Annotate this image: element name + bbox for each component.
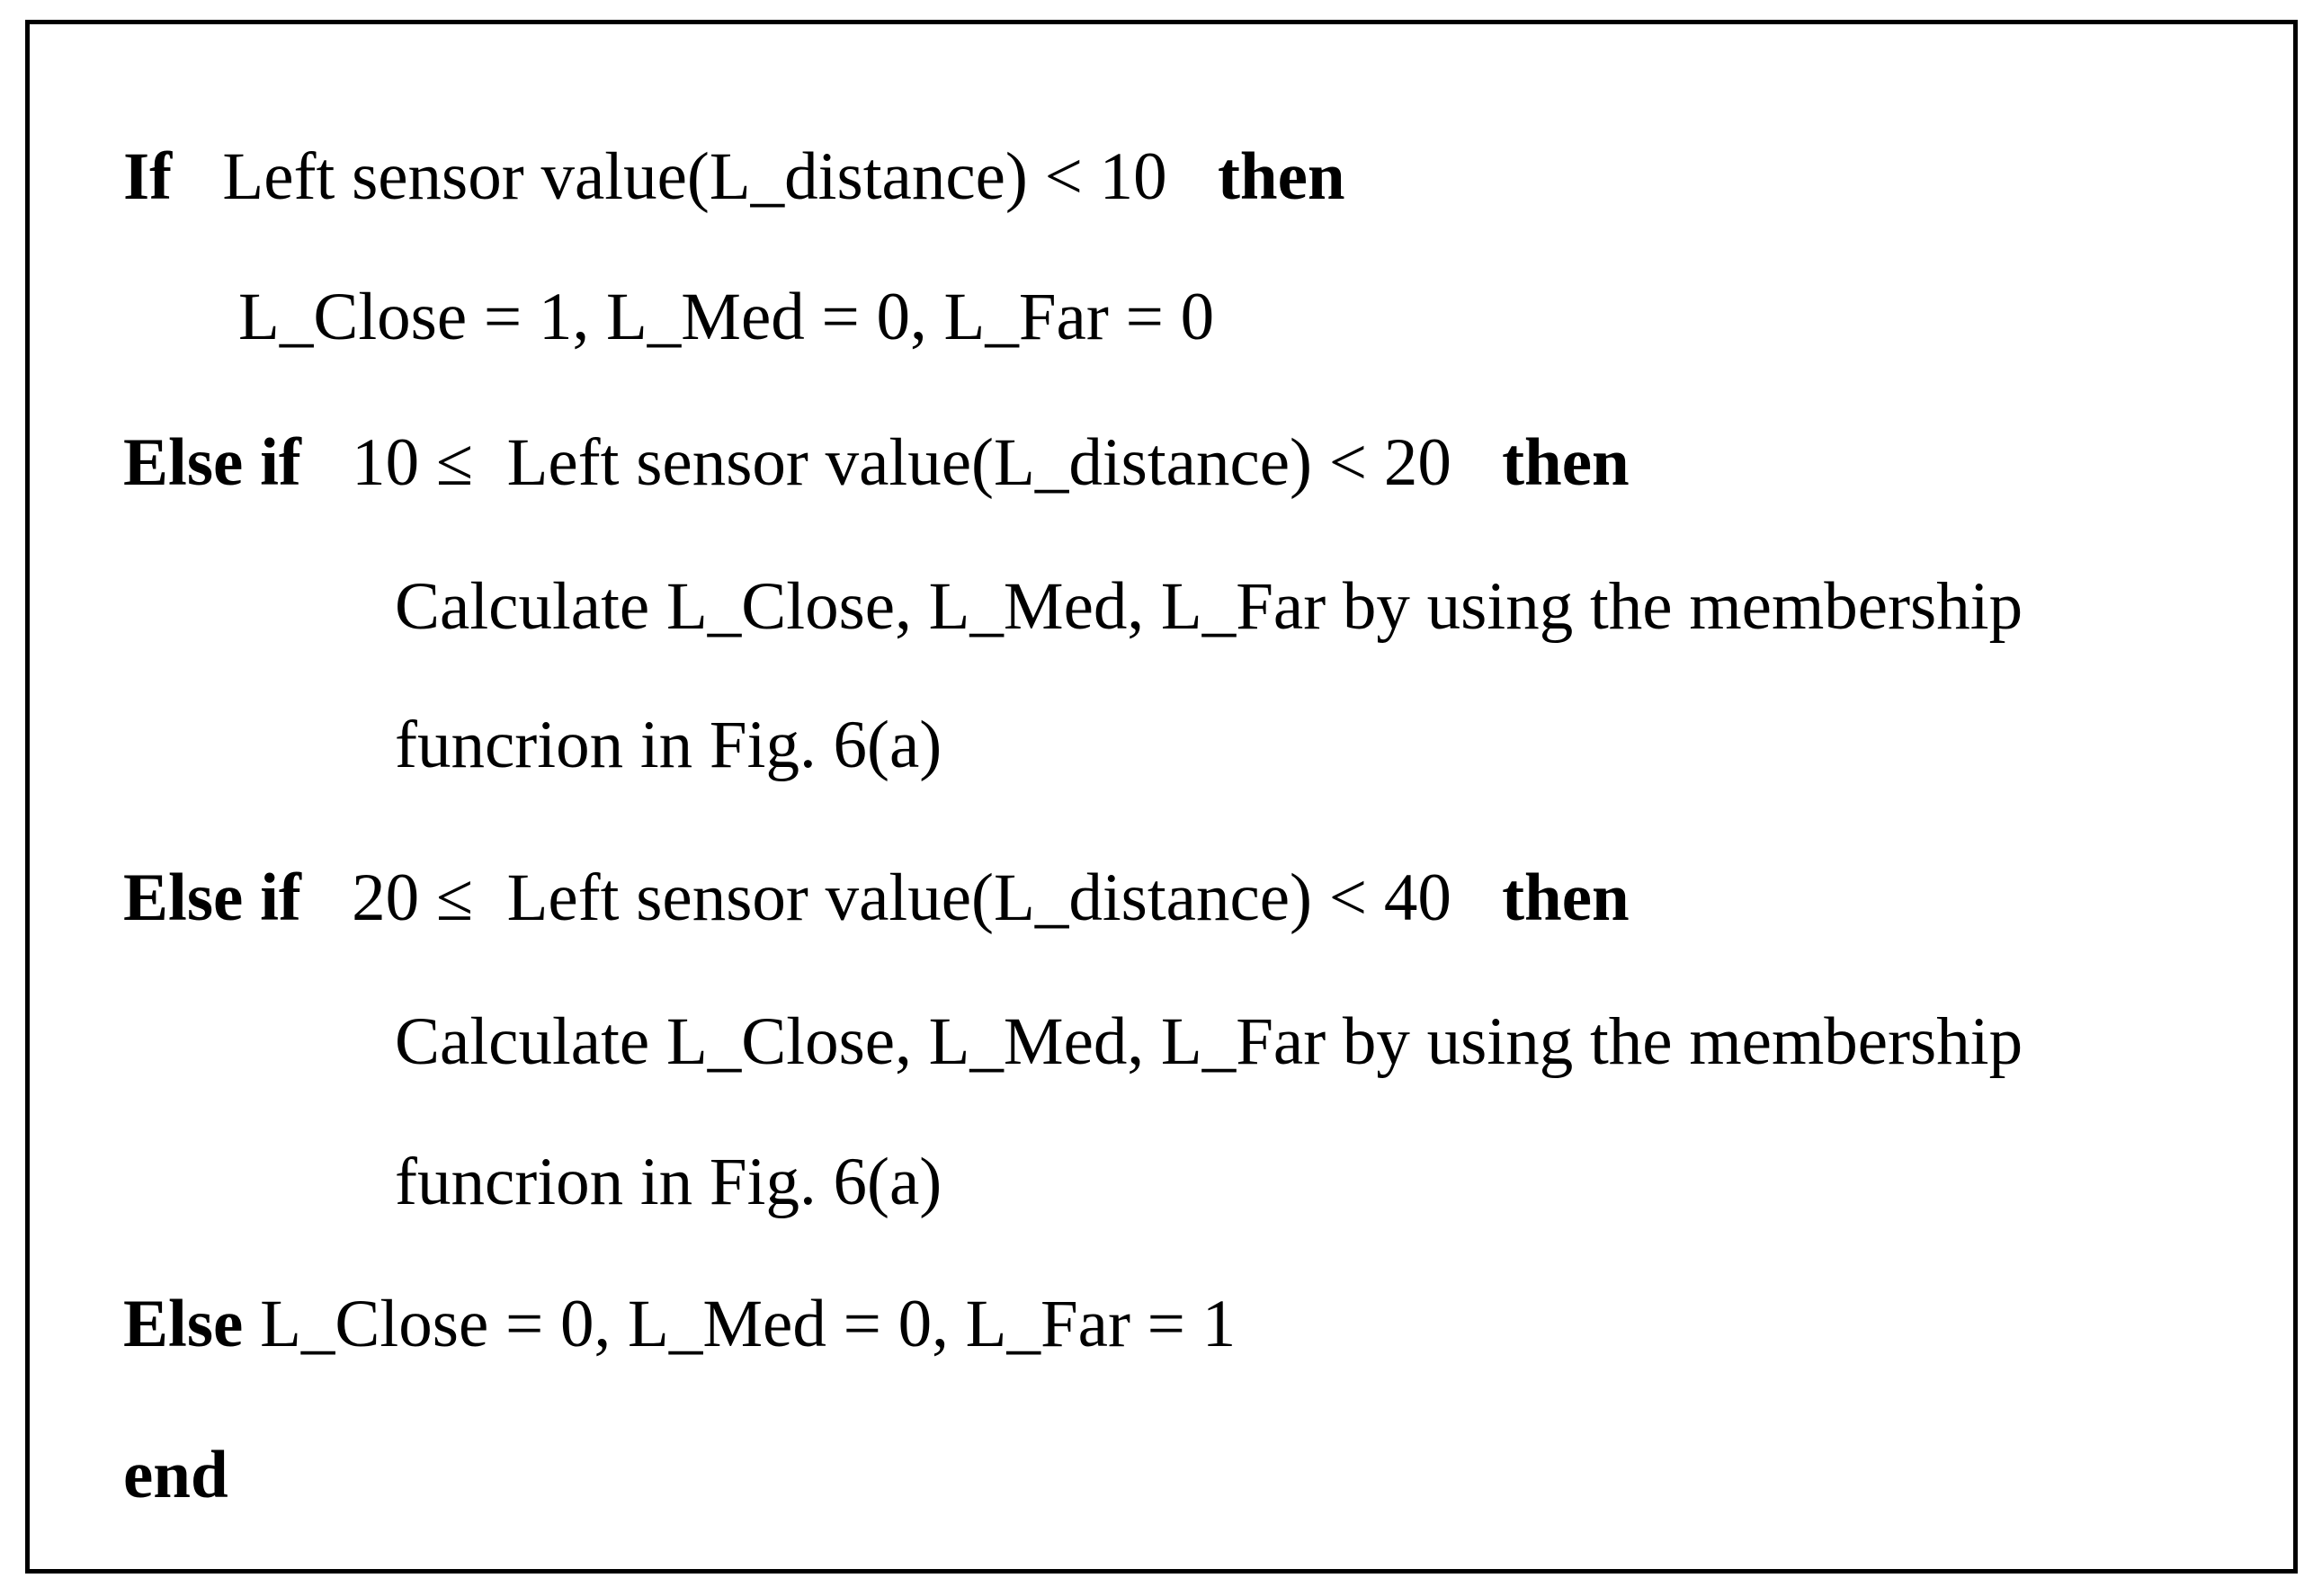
end-keyword: end bbox=[123, 1438, 228, 1512]
else-keyword: Else bbox=[123, 1287, 244, 1361]
if-line bbox=[123, 132, 1345, 222]
function-reference-line: funcrion in Fig. 6(a) bbox=[395, 1145, 942, 1219]
then-keyword: then bbox=[1502, 860, 1630, 935]
then-keyword: then bbox=[1217, 139, 1345, 214]
else-if-line-2 bbox=[123, 853, 1630, 943]
else-if-line-1 bbox=[123, 418, 1630, 508]
else-line bbox=[123, 1279, 1236, 1369]
else-if-condition: 20 ≤ Left sensor value(L_distance) < 40 bbox=[352, 860, 1451, 935]
else-assignment: L_Close = 0, L_Med = 0, L_Far = 1 bbox=[260, 1287, 1237, 1361]
pseudocode-box bbox=[25, 20, 2298, 1574]
else-if-condition: 10 ≤ Left sensor value(L_distance) < 20 bbox=[352, 425, 1451, 500]
if-assignment-line: L_Close = 1, L_Med = 0, L_Far = 0 bbox=[238, 280, 1215, 354]
if-keyword: If bbox=[123, 139, 173, 214]
function-reference-line: funcrion in Fig. 6(a) bbox=[395, 708, 942, 782]
else-if-keyword: Else if bbox=[123, 425, 301, 500]
else-if-keyword: Else if bbox=[123, 860, 301, 935]
if-condition: Left sensor value(L_distance) < 10 bbox=[222, 139, 1167, 214]
then-keyword: then bbox=[1502, 425, 1630, 500]
calculate-line: Calculate L_Close, L_Med, L_Far by using the membership bbox=[395, 1004, 2023, 1079]
calculate-line: Calculate L_Close, L_Med, L_Far by using the membership bbox=[395, 569, 2023, 644]
